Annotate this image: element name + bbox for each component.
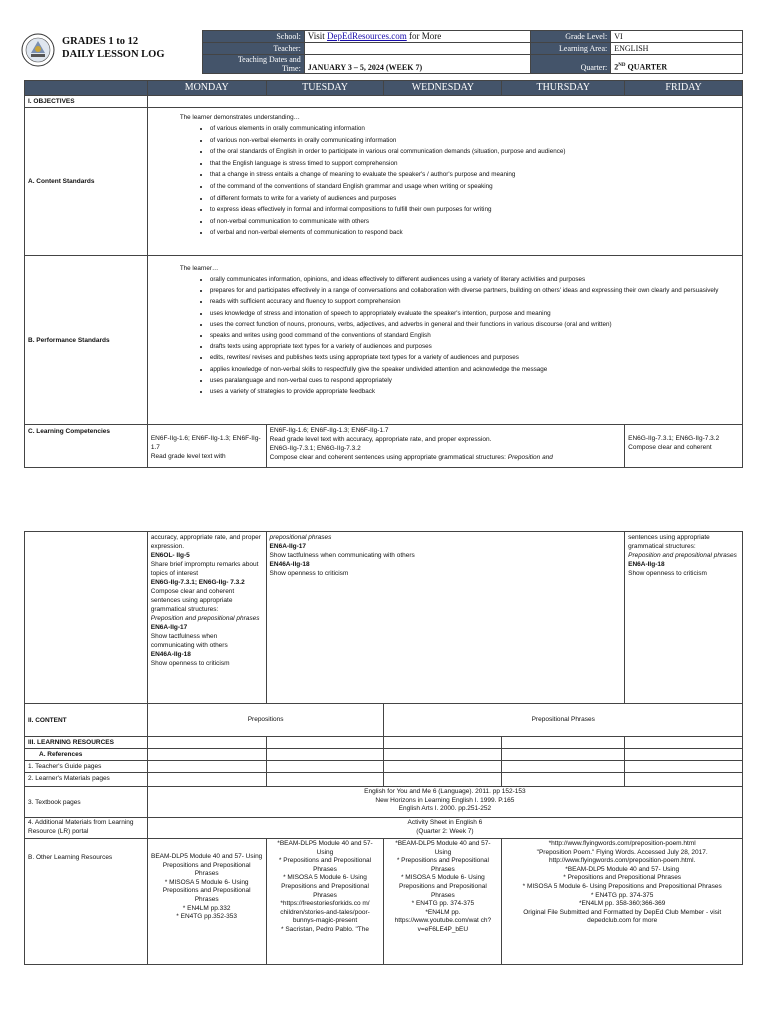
resource-thu-fri-line: * EN4TG pp. 374-375	[590, 891, 654, 899]
competency-tue-thu-line: prepositional phrases	[269, 534, 332, 541]
school-prefix: Visit	[307, 31, 328, 41]
quarter-value: 2ND QUARTER	[611, 55, 743, 74]
page2-table	[24, 531, 743, 965]
comp-mon-p1: EN6F-IIg-1.6; EN6F-IIg-1.3; EN6F-IIg-1.7 Read grade level text with	[150, 435, 261, 460]
comp-mid-compose-italic: Preposition and	[507, 454, 553, 461]
resource-monday-line: * EN4TG pp.352-353	[176, 913, 237, 921]
references-label: A. References	[25, 749, 148, 761]
content-standard-item: • of the oral standards of English in order to participate in various oral communication demands (situation, purpose and audience)	[210, 146, 742, 158]
form-title	[62, 35, 165, 61]
resource-monday-line: BEAM-DLP5 Module 40 and 57- Using Prepositions and Prepositional Phrases	[151, 853, 263, 878]
competency-friday-line: EN6A-IIg-18	[628, 561, 665, 568]
performance-standard-item: • uses the correct function of nouns, pronouns, verbs, adjectives, and adverbs in general and their functions in various discourse (oral and written)	[210, 319, 734, 330]
other-resources-monday	[147, 839, 266, 965]
additional-materials	[147, 818, 742, 839]
competencies-label: C. Learning Competencies	[25, 425, 148, 468]
content-label: II. CONTENT	[25, 704, 148, 737]
content-standard-item: • that a change in stress entails a change of meaning to evaluate the speaker's / author's purpose and meaning	[210, 169, 742, 181]
school-label: School:	[203, 31, 305, 43]
content-standard-item: • to express ideas effectively in formal and informal compositions to fulfill their own purposes for writing	[210, 204, 742, 216]
deped-seal	[21, 33, 55, 67]
dates-label-1: Teaching Dates and	[237, 55, 301, 64]
resource-tuesday-line: * Prepositions and Prepositional Phrases	[278, 857, 372, 873]
ref-cell-1	[147, 749, 266, 761]
competency-monday-line: EN6G-IIg-7.3.1; EN6G-IIg- 7.3.2	[150, 579, 245, 586]
competencies-friday	[625, 425, 743, 468]
resource-thu-fri-line: "Preposition Poem." Flying Words. Accessed July 28, 2017.	[536, 848, 708, 856]
other-resources-tuesday	[266, 839, 384, 965]
content-standards-body	[147, 108, 742, 256]
content-standard-item: • of verbal and non-verbal elements of communication to respond back	[210, 227, 742, 239]
competency-friday-line: sentences using appropriate grammatical structures:	[628, 534, 710, 550]
day-thursday: THURSDAY	[502, 81, 625, 96]
day-monday: MONDAY	[147, 81, 266, 96]
quarter-label: Quarter:	[531, 55, 611, 74]
tg-cell-3	[384, 761, 502, 773]
ref-cell-2	[266, 749, 384, 761]
resources-label: III. LEARNING RESOURCES	[25, 737, 148, 749]
objectives-table	[24, 80, 743, 468]
performance-standard-item: • prepares for and participates effectively in a range of conversations and collaboration with diverse partners, building on others' ideas and expressing their own clearly and persuasively	[210, 285, 734, 296]
resource-wednesday-line: * Prepositions and Prepositional Phrases	[396, 857, 489, 873]
ref-cell-3	[384, 749, 502, 761]
lm-cell-4	[502, 773, 625, 787]
ref-cell-5	[625, 749, 743, 761]
resource-wednesday-line: https://www.youtube.com/wat ch?v=eF6LE4P_bEU	[394, 917, 492, 933]
additional-materials-label: 4. Additional Materials from Learning Resource (LR) portal	[25, 818, 148, 839]
resource-wednesday-line: *BEAM-DLP5 Module 40 and 57- Using	[395, 840, 491, 856]
competencies-cont-monday	[147, 532, 266, 704]
tg-cell-2	[266, 761, 384, 773]
competencies-monday	[147, 425, 266, 468]
textbook-pages	[147, 787, 742, 818]
comp-fri-p1: EN6G-IIg-7.3.1; EN6G-IIg-7.3.2 Compose clear and coherent	[628, 435, 720, 451]
lm-cell-2	[266, 773, 384, 787]
tg-cell-1	[147, 761, 266, 773]
resource-wednesday-line: * EN4TG pp. 374-375	[411, 900, 475, 908]
learners-materials-label: 2. Learner's Materials pages	[25, 773, 148, 787]
competency-tue-thu-line: Show openness to criticism	[269, 570, 349, 577]
performance-standard-item: • uses paralanguage and non-verbal cues to respond appropriately	[210, 375, 734, 386]
resource-wednesday-line: * MISOSA 5 Module 6- Using Prepositions and Prepositional Phrases	[398, 874, 487, 899]
other-resources-wednesday	[384, 839, 502, 965]
performance-standard-item: • speaks and writes using good command of the conventions of standard English	[210, 330, 734, 341]
resource-tuesday-line: * Sacristan, Pedro Pablo. "The	[281, 925, 369, 933]
competencies-cont-label	[25, 532, 148, 704]
content-standard-item: • of various non-verbal elements in orally communicating information	[210, 135, 742, 147]
competencies-tue-thu	[266, 425, 625, 468]
day-friday: FRIDAY	[625, 81, 743, 96]
objectives-heading: I. OBJECTIVES	[25, 96, 148, 108]
form-title-line1: GRADES 1 to 12	[62, 36, 139, 47]
competency-friday-line: Show openness to criticism	[628, 570, 707, 577]
additional-material-line: Activity Sheet in English 6	[407, 819, 483, 826]
content-standard-item: • of non-verbal communication to communicate with others	[210, 216, 742, 228]
content-standards-label: A. Content Standards	[25, 108, 148, 256]
comp-mid-read: Read grade level text with accuracy, appropriate rate, and proper expression.	[269, 436, 492, 443]
competency-monday-line: EN46A-IIg-18	[150, 651, 191, 658]
content-standard-item: • of the command of the conventions of standard English grammar and usage when writing or speaking	[210, 181, 742, 193]
comp-mid-compose	[270, 453, 622, 462]
textbook-line: English Arts I. 2000. pp.251-252	[398, 805, 492, 812]
competency-monday-line: Share brief impromptu remarks about topics of interest	[150, 561, 259, 577]
day-wednesday: WEDNESDAY	[384, 81, 502, 96]
comp-mid-codes2: EN6G-IIg-7.3.1; EN6G-IIg-7.3.2	[269, 445, 361, 452]
comp-mid-compose-text: Compose clear and coherent sentences using appropriate grammatical structures:	[269, 454, 508, 461]
resource-thu-fri-line: http://www.flyingwords.com/preposition-poem.html.	[549, 857, 696, 865]
comp-mid-codes: EN6F-IIg-1.6; EN6F-IIg-1.3; EN6F-IIg-1.7	[269, 427, 389, 434]
competency-monday-line: EN6OL- IIg-5	[150, 552, 190, 559]
tg-cell-4	[502, 761, 625, 773]
resource-thu-fri-line: *http://www.flyingwords.com/preposition-poem.html	[548, 840, 696, 847]
content-prepositions: Prepositions	[147, 704, 384, 737]
competency-monday-line: EN6A-IIg-17	[150, 624, 188, 631]
form-title-line2: DAILY LESSON LOG	[62, 49, 165, 60]
objectives-heading-fill	[147, 96, 742, 108]
performance-standard-item: • uses knowledge of stress and intonation of speech to appropriately evaluate the speaker's intention, purpose and meaning	[210, 308, 734, 319]
lm-cell-5	[625, 773, 743, 787]
competency-monday-line: Compose clear and coherent sentences using appropriate grammatical structures:	[150, 588, 235, 613]
competency-monday-line: accuracy, appropriate rate, and proper expression.	[150, 534, 261, 550]
res-cell-5	[625, 737, 743, 749]
res-cell-4	[502, 737, 625, 749]
day-tuesday: TUESDAY	[266, 81, 384, 96]
resource-thu-fri-line: * MISOSA 5 Module 6- Using Prepositions and Prepositional Phrases	[522, 882, 722, 890]
resource-thu-fri-line: Original File Submitted and Formatted by DepEd Club Member - visit depedclub.com for more	[523, 908, 722, 925]
tg-cell-5	[625, 761, 743, 773]
teachers-guide-label: 1. Teacher's Guide pages	[25, 761, 148, 773]
area-label: Learning Area:	[531, 43, 611, 55]
content-standards-intro: The learner demonstrates understanding…	[179, 114, 300, 121]
res-cell-3	[384, 737, 502, 749]
quarter-sup: ND	[618, 63, 626, 69]
performance-standards-intro: The learner…	[179, 265, 219, 272]
competency-tue-thu-line: Show tactfulness when communicating with others	[269, 552, 415, 559]
performance-standard-item: • applies knowledge of non-verbal skills to respectfully give the speaker undivided attention and acknowledge the message	[210, 364, 734, 375]
res-cell-2	[266, 737, 384, 749]
textbook-line: New Horizons in Learning English I. 1999. P.165	[375, 796, 515, 804]
corner-cell	[25, 81, 148, 96]
lm-cell-1	[147, 773, 266, 787]
grade-label: Grade Level:	[531, 31, 611, 43]
content-standard-item: • of various elements in orally communicating information	[210, 123, 742, 135]
competency-monday-line: Show openness to criticism	[150, 660, 230, 667]
resource-tuesday-line: * MISOSA 5 Module 6- Using Prepositions and Prepositional Phrases	[281, 874, 369, 899]
competency-friday-line: Preposition and prepositional phrases	[628, 552, 737, 559]
performance-standard-item: • drafts texts using appropriate text types for a variety of audiences and purposes	[210, 341, 734, 352]
performance-standard-item: • edits, rewrites/ revises and publishes texts using appropriate text types for a variety of audiences and purposes	[210, 352, 734, 363]
resource-thu-fri-line: *EN4LM pp. 358-360;366-369	[578, 900, 666, 908]
content-prepositional-phrases: Prepositional Phrases	[384, 704, 743, 737]
resource-thu-fri-line: *BEAM-DLP5 Module 40 and 57- Using	[565, 865, 680, 873]
competencies-cont-tue-thu	[266, 532, 625, 704]
performance-standards-list	[180, 274, 734, 397]
grade-value: VI	[611, 31, 743, 43]
area-value: ENGLISH	[611, 43, 743, 55]
content-standard-item: • that the English language is stress timed to support comprehension	[210, 158, 742, 170]
resource-monday-line: * EN4LM pp.332	[182, 904, 231, 912]
lm-cell-3	[384, 773, 502, 787]
header-info-table	[202, 30, 743, 74]
resource-tuesday-line: *https://freestoriesforkids.co m/ children/stories-and-tales/poor-bunnys-magic-present	[280, 900, 370, 925]
other-resources-label: B. Other Learning Resources	[25, 839, 148, 965]
competencies-cont-friday	[625, 532, 743, 704]
dates-value: JANUARY 3 – 5, 2024 (WEEK 7)	[304, 55, 531, 74]
resource-thu-fri-line: * Prepositions and Prepositional Phrases	[563, 874, 682, 882]
resource-monday-line: * MISOSA 5 Module 6- Using Prepositions and Prepositional Phrases	[162, 878, 251, 903]
school-link[interactable]: DepEdResources.com	[327, 31, 407, 41]
school-suffix: for More	[406, 31, 442, 41]
performance-standard-item: • uses a variety of strategies to provide appropriate feedback	[210, 386, 734, 397]
competency-monday-line: Preposition and prepositional phrases	[150, 615, 260, 622]
competency-tue-thu-line: EN46A-IIg-18	[269, 561, 310, 568]
teacher-value	[304, 43, 531, 55]
content-standard-item: • of different formats to write for a variety of audiences and purposes	[210, 193, 742, 205]
performance-standard-item: • reads with sufficient accuracy and fluency to support comprehension	[210, 296, 734, 307]
performance-standards-body	[147, 256, 742, 425]
dates-label-2: Time:	[281, 64, 301, 73]
other-resources-thu-fri	[502, 839, 743, 965]
competency-tue-thu-line: EN6A-IIg-17	[269, 543, 307, 550]
additional-material-line: (Quarter 2: Week 7)	[416, 827, 474, 835]
content-standards-list	[180, 123, 742, 239]
performance-standards-label: B. Performance Standards	[25, 256, 148, 425]
competency-monday-line: Show tactfulness when communicating with others	[150, 633, 228, 649]
ref-cell-4	[502, 749, 625, 761]
resource-tuesday-line: *BEAM-DLP5 Module 40 and 57- Using	[277, 840, 373, 856]
resource-wednesday-line: *EN4LM pp.	[425, 908, 461, 916]
teacher-label: Teacher:	[203, 43, 305, 55]
res-cell-1	[147, 737, 266, 749]
textbook-label: 3. Textbook pages	[25, 787, 148, 818]
school-value	[304, 31, 531, 43]
textbook-line: English for You and Me 6 (Language). 2011. pp 152-153	[364, 788, 526, 795]
performance-standard-item: • orally communicates information, opinions, and ideas effectively to different audiences using a variety of literary activities and purposes	[210, 274, 734, 285]
dates-label	[203, 55, 305, 74]
